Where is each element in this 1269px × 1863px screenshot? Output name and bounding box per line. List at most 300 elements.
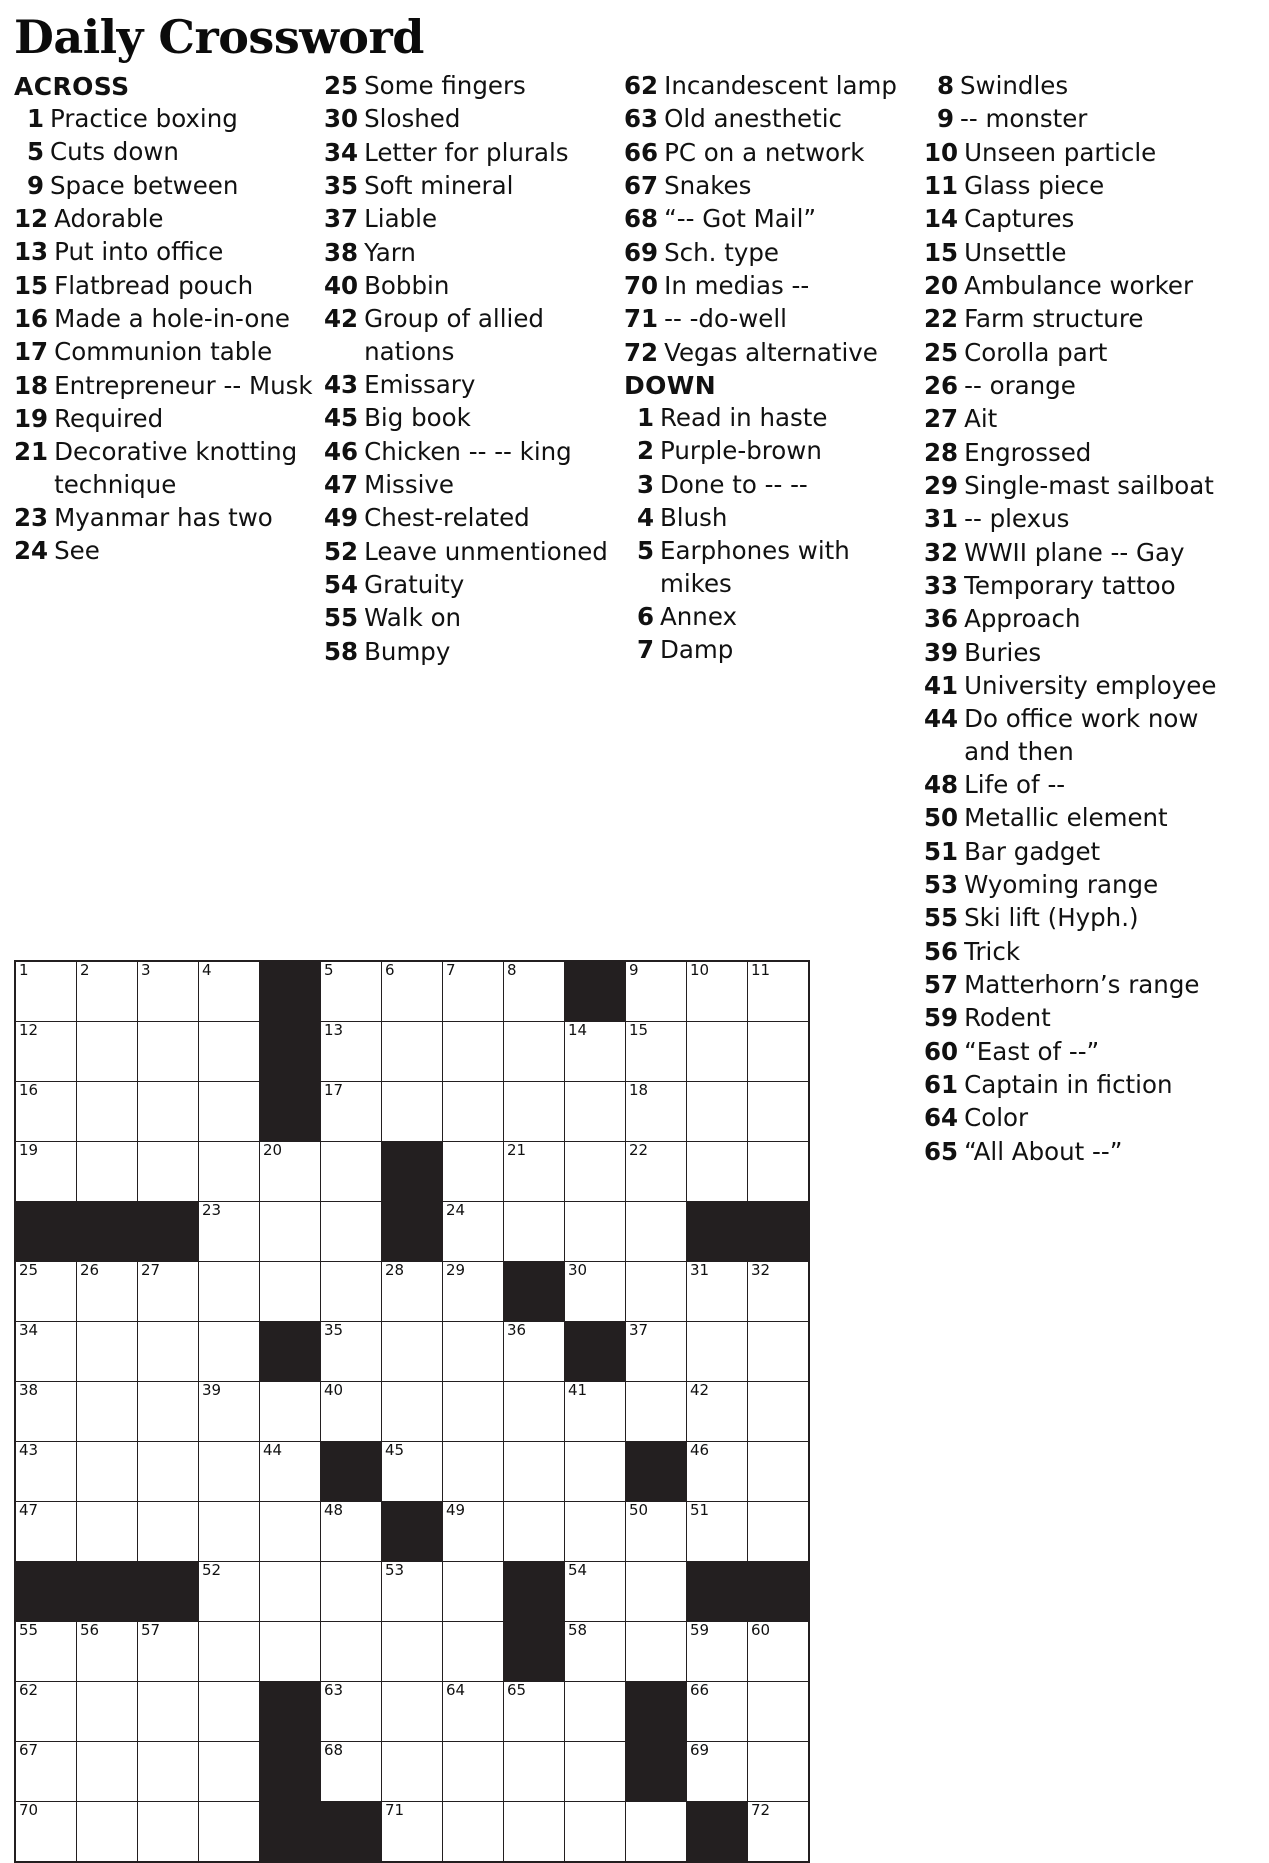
clue-item[interactable]: [924, 337, 1224, 369]
clue-item[interactable]: [14, 103, 314, 135]
grid-cell[interactable]: [15, 1322, 77, 1382]
grid-cell[interactable]: [443, 1382, 504, 1442]
grid-cell-number: 30: [568, 1261, 588, 1279]
grid-cell[interactable]: [321, 1022, 382, 1082]
grid-cell[interactable]: [382, 1082, 443, 1142]
grid-cell[interactable]: [138, 1022, 199, 1082]
grid-block: [382, 1142, 443, 1202]
grid-cell[interactable]: [77, 1742, 138, 1802]
clue-text: Earphones with mikes: [660, 536, 850, 598]
grid-cell[interactable]: [687, 1262, 748, 1322]
grid-cell[interactable]: [382, 1742, 443, 1802]
grid-cell[interactable]: [15, 1262, 77, 1322]
grid-cell[interactable]: [199, 1202, 260, 1262]
grid-cell[interactable]: [15, 1802, 77, 1863]
clue-item[interactable]: [324, 569, 614, 601]
grid-cell[interactable]: [565, 1742, 626, 1802]
grid-cell[interactable]: [504, 1802, 565, 1863]
grid-cell[interactable]: [199, 1562, 260, 1622]
clue-item[interactable]: [924, 170, 1224, 202]
grid-cell-number: 43: [19, 1441, 39, 1459]
clue-item[interactable]: [14, 203, 314, 235]
clue-item[interactable]: [14, 170, 314, 202]
clue-item[interactable]: [924, 936, 1224, 968]
grid-cell[interactable]: [199, 1682, 260, 1742]
grid-cell[interactable]: [748, 1322, 810, 1382]
clue-item[interactable]: [14, 403, 314, 435]
clue-item[interactable]: [14, 303, 314, 335]
clue-text: Swindles: [960, 71, 1069, 100]
grid-cell[interactable]: [565, 1022, 626, 1082]
clue-number: 1: [26, 104, 44, 133]
grid-cell[interactable]: [138, 1082, 199, 1142]
grid-cell[interactable]: [15, 1142, 77, 1202]
clue-item[interactable]: [924, 1002, 1224, 1034]
clue-item[interactable]: [324, 402, 614, 434]
grid-cell[interactable]: [626, 1322, 687, 1382]
grid-cell[interactable]: [626, 1502, 687, 1562]
grid-block: [748, 1202, 810, 1262]
clue-item[interactable]: [324, 103, 614, 135]
grid-cell[interactable]: [443, 1682, 504, 1742]
grid-cell[interactable]: [321, 1742, 382, 1802]
grid-cell[interactable]: [626, 1622, 687, 1682]
clue-number: 18: [14, 370, 49, 400]
grid-cell[interactable]: [687, 1322, 748, 1382]
clue-item[interactable]: [924, 902, 1224, 934]
clue-item[interactable]: [924, 70, 1224, 102]
grid-cell[interactable]: [321, 1082, 382, 1142]
grid-cell[interactable]: [138, 1322, 199, 1382]
grid-cell[interactable]: [626, 1382, 687, 1442]
grid-cell[interactable]: [77, 1442, 138, 1502]
grid-cell[interactable]: [77, 1142, 138, 1202]
clue-text: Ski lift (Hyph.): [964, 903, 1139, 933]
clue-item[interactable]: [624, 402, 914, 434]
grid-cell[interactable]: [504, 1442, 565, 1502]
grid-cell[interactable]: [77, 1262, 138, 1322]
clue-text: Gratuity: [364, 569, 465, 599]
clue-item[interactable]: [324, 203, 614, 235]
grid-cell[interactable]: [260, 1382, 321, 1442]
grid-cell-number: 34: [19, 1321, 39, 1339]
clue-item[interactable]: [624, 303, 914, 335]
clue-number: 39: [924, 637, 959, 667]
clue-item[interactable]: [624, 170, 914, 202]
clue-item[interactable]: [924, 1136, 1224, 1168]
grid-cell[interactable]: [565, 1382, 626, 1442]
grid-block: [260, 961, 321, 1022]
grid-cell[interactable]: [15, 1622, 77, 1682]
grid-cell[interactable]: [260, 1262, 321, 1322]
grid-cell[interactable]: [382, 1382, 443, 1442]
clue-item[interactable]: [624, 137, 914, 169]
grid-cell[interactable]: [77, 961, 138, 1022]
grid-cell[interactable]: [382, 961, 443, 1022]
grid-cell[interactable]: [382, 1442, 443, 1502]
clue-item[interactable]: [924, 637, 1224, 669]
grid-cell-number: 18: [629, 1081, 649, 1099]
grid-cell[interactable]: [138, 1442, 199, 1502]
clue-item[interactable]: [324, 636, 614, 668]
grid-cell[interactable]: [504, 1082, 565, 1142]
grid-cell[interactable]: [77, 1802, 138, 1863]
grid-cell[interactable]: [626, 1142, 687, 1202]
grid-cell-number: 29: [446, 1261, 466, 1279]
clue-item[interactable]: [324, 502, 614, 534]
clue-item[interactable]: [324, 270, 614, 302]
clue-number: 43: [324, 369, 359, 399]
clue-text: Farm structure: [964, 304, 1144, 334]
grid-cell[interactable]: [199, 1442, 260, 1502]
grid-block: [138, 1562, 199, 1622]
clue-text: Do office work now and then: [964, 704, 1199, 766]
clue-item[interactable]: [924, 403, 1224, 435]
grid-cell-number: 55: [19, 1621, 39, 1639]
grid-cell[interactable]: [77, 1682, 138, 1742]
grid-cell[interactable]: [504, 1022, 565, 1082]
clue-number: 53: [924, 869, 959, 899]
grid-cell[interactable]: [138, 1502, 199, 1562]
clue-item[interactable]: [924, 470, 1224, 502]
grid-cell[interactable]: [199, 1502, 260, 1562]
grid-cell[interactable]: [748, 1082, 810, 1142]
clue-item[interactable]: [324, 303, 614, 368]
clue-item[interactable]: [924, 1102, 1224, 1134]
grid-cell[interactable]: [687, 1682, 748, 1742]
clue-item[interactable]: [324, 369, 614, 401]
grid-cell[interactable]: [748, 1262, 810, 1322]
clue-item[interactable]: [624, 435, 914, 467]
grid-cell[interactable]: [748, 1142, 810, 1202]
grid-cell[interactable]: [443, 1262, 504, 1322]
clue-number: 6: [636, 601, 654, 631]
grid-cell[interactable]: [626, 1562, 687, 1622]
grid-cell[interactable]: [138, 1682, 199, 1742]
grid-cell[interactable]: [260, 1442, 321, 1502]
grid-cell[interactable]: [138, 1622, 199, 1682]
clue-item[interactable]: [924, 570, 1224, 602]
grid-cell[interactable]: [138, 1802, 199, 1863]
clue-number: 8: [936, 71, 954, 100]
grid-cell[interactable]: [15, 1442, 77, 1502]
grid-cell[interactable]: [15, 1382, 77, 1442]
grid-cell[interactable]: [382, 1562, 443, 1622]
grid-cell[interactable]: [382, 1022, 443, 1082]
grid-cell-number: 5: [324, 961, 334, 979]
grid-cell[interactable]: [504, 1502, 565, 1562]
grid-cell[interactable]: [565, 1682, 626, 1742]
grid-cell[interactable]: [687, 1742, 748, 1802]
grid-cell[interactable]: [260, 1202, 321, 1262]
clue-text: Communion table: [54, 337, 273, 367]
grid-cell[interactable]: [321, 1382, 382, 1442]
clue-text: Bar gadget: [964, 836, 1101, 866]
grid-cell[interactable]: [748, 961, 810, 1022]
grid-cell[interactable]: [443, 1622, 504, 1682]
clue-text: Emissary: [364, 369, 476, 399]
grid-cell[interactable]: [687, 1442, 748, 1502]
clue-item[interactable]: [624, 535, 914, 600]
grid-cell[interactable]: [626, 1802, 687, 1863]
clue-item[interactable]: [924, 969, 1224, 1001]
grid-cell[interactable]: [260, 1562, 321, 1622]
grid-cell[interactable]: [748, 1442, 810, 1502]
grid-cell[interactable]: [687, 1142, 748, 1202]
clue-item[interactable]: [924, 1069, 1224, 1101]
grid-cell[interactable]: [565, 1202, 626, 1262]
clue-item[interactable]: [14, 336, 314, 368]
grid-cell[interactable]: [321, 1262, 382, 1322]
grid-cell[interactable]: [443, 1142, 504, 1202]
grid-cell[interactable]: [504, 1202, 565, 1262]
clue-text: Vegas alternative: [664, 337, 878, 367]
clue-item[interactable]: [624, 601, 914, 633]
grid-cell[interactable]: [748, 1502, 810, 1562]
clue-item[interactable]: [14, 436, 314, 501]
grid-cell[interactable]: [138, 1382, 199, 1442]
grid-cell[interactable]: [443, 1562, 504, 1622]
clue-item[interactable]: [14, 236, 314, 268]
grid-cell[interactable]: [321, 1682, 382, 1742]
grid-cell[interactable]: [443, 1742, 504, 1802]
grid-cell[interactable]: [687, 961, 748, 1022]
grid-block: [687, 1802, 748, 1863]
clue-text: Space between: [50, 170, 239, 200]
clue-item[interactable]: [14, 370, 314, 402]
grid-cell[interactable]: [199, 961, 260, 1022]
clue-item[interactable]: [924, 603, 1224, 635]
clue-text: Color: [964, 1103, 1029, 1133]
clue-item[interactable]: [624, 203, 914, 235]
grid-cell[interactable]: [321, 1562, 382, 1622]
grid-cell[interactable]: [626, 1202, 687, 1262]
grid-cell[interactable]: [626, 1022, 687, 1082]
clue-text: Group of allied nations: [364, 304, 544, 366]
clue-number: 38: [324, 237, 359, 267]
grid-cell[interactable]: [382, 1682, 443, 1742]
grid-cell[interactable]: [565, 1142, 626, 1202]
grid-cell[interactable]: [687, 1502, 748, 1562]
grid-cell[interactable]: [138, 1142, 199, 1202]
grid-cell[interactable]: [321, 961, 382, 1022]
crossword-grid[interactable]: [14, 960, 810, 1863]
clue-item[interactable]: [924, 1036, 1224, 1068]
clue-item[interactable]: [924, 670, 1224, 702]
clue-item[interactable]: [924, 203, 1224, 235]
grid-cell[interactable]: [321, 1202, 382, 1262]
grid-cell-number: 39: [202, 1381, 222, 1399]
grid-cell[interactable]: [321, 1502, 382, 1562]
grid-cell[interactable]: [504, 1382, 565, 1442]
grid-cell[interactable]: [15, 1082, 77, 1142]
grid-cell[interactable]: [626, 1082, 687, 1142]
clue-column-1: [14, 70, 324, 569]
clue-item[interactable]: [924, 137, 1224, 169]
grid-cell[interactable]: [443, 1022, 504, 1082]
grid-cell-number: 10: [690, 961, 710, 979]
grid-cell[interactable]: [260, 1622, 321, 1682]
clue-item[interactable]: [924, 703, 1224, 768]
clue-item[interactable]: [14, 502, 314, 534]
grid-cell[interactable]: [199, 1082, 260, 1142]
clue-item[interactable]: [924, 270, 1224, 302]
grid-cell[interactable]: [199, 1622, 260, 1682]
clue-text: Walk on: [364, 603, 462, 633]
grid-cell[interactable]: [443, 1322, 504, 1382]
clue-item[interactable]: [624, 70, 914, 102]
clue-text: WWII plane -- Gay: [964, 537, 1185, 567]
grid-cell[interactable]: [199, 1022, 260, 1082]
clue-item[interactable]: [624, 469, 914, 501]
clue-item[interactable]: [924, 303, 1224, 335]
grid-cell-number: 7: [446, 961, 456, 979]
grid-cell[interactable]: [199, 1322, 260, 1382]
clue-item[interactable]: [324, 137, 614, 169]
grid-cell[interactable]: [443, 1082, 504, 1142]
grid-cell[interactable]: [77, 1022, 138, 1082]
grid-cell[interactable]: [77, 1082, 138, 1142]
grid-cell[interactable]: [77, 1622, 138, 1682]
clue-item[interactable]: [324, 170, 614, 202]
clue-item[interactable]: [624, 337, 914, 369]
grid-row: [15, 1022, 809, 1082]
clue-item[interactable]: [324, 70, 614, 102]
grid-cell[interactable]: [382, 1802, 443, 1863]
grid-cell[interactable]: [504, 1322, 565, 1382]
clue-item[interactable]: [624, 103, 914, 135]
clue-item[interactable]: [14, 535, 314, 567]
grid-cell[interactable]: [565, 1622, 626, 1682]
grid-cell-number: 53: [385, 1561, 405, 1579]
clue-item[interactable]: [924, 103, 1224, 135]
grid-cell[interactable]: [687, 1382, 748, 1442]
clue-item[interactable]: [14, 270, 314, 302]
grid-cell[interactable]: [382, 1622, 443, 1682]
grid-cell[interactable]: [321, 1322, 382, 1382]
grid-cell[interactable]: [443, 1202, 504, 1262]
clue-number: 14: [924, 204, 959, 234]
clue-item[interactable]: [14, 136, 314, 168]
grid-cell[interactable]: [321, 1622, 382, 1682]
grid-cell[interactable]: [443, 1802, 504, 1863]
clue-item[interactable]: [624, 270, 914, 302]
grid-cell[interactable]: [15, 1682, 77, 1742]
grid-cell[interactable]: [199, 1142, 260, 1202]
clue-number: 20: [924, 270, 959, 300]
grid-cell[interactable]: [443, 961, 504, 1022]
grid-cell[interactable]: [504, 961, 565, 1022]
grid-block: [77, 1202, 138, 1262]
grid-cell[interactable]: [77, 1382, 138, 1442]
grid-cell[interactable]: [748, 1682, 810, 1742]
clue-item[interactable]: [924, 503, 1224, 535]
clue-text: Ambulance worker: [964, 270, 1194, 300]
clue-item[interactable]: [624, 237, 914, 269]
grid-cell[interactable]: [748, 1802, 810, 1863]
clue-item[interactable]: [324, 436, 614, 468]
grid-cell[interactable]: [260, 1502, 321, 1562]
clue-item[interactable]: [924, 437, 1224, 469]
crossword-page: [0, 10, 1269, 1862]
grid-cell[interactable]: [138, 1262, 199, 1322]
clue-text: Unseen particle: [964, 137, 1157, 167]
clue-text: Read in haste: [660, 402, 828, 432]
clue-item[interactable]: [924, 769, 1224, 801]
grid-cell[interactable]: [15, 1022, 77, 1082]
grid-row: [15, 961, 809, 1022]
grid-cell[interactable]: [504, 1142, 565, 1202]
grid-cell[interactable]: [748, 1382, 810, 1442]
grid-cell[interactable]: [138, 1742, 199, 1802]
grid-cell[interactable]: [443, 1442, 504, 1502]
clue-number: 25: [324, 71, 359, 100]
grid-cell[interactable]: [199, 1262, 260, 1322]
grid-cell[interactable]: [199, 1382, 260, 1442]
grid-cell[interactable]: [504, 1682, 565, 1742]
grid-cell[interactable]: [77, 1502, 138, 1562]
grid-cell[interactable]: [77, 1322, 138, 1382]
grid-cell[interactable]: [626, 1262, 687, 1322]
clue-item[interactable]: [324, 237, 614, 269]
clue-item[interactable]: [924, 836, 1224, 868]
clue-item[interactable]: [924, 537, 1224, 569]
clue-item[interactable]: [624, 634, 914, 666]
clue-item[interactable]: [324, 469, 614, 501]
grid-cell[interactable]: [504, 1742, 565, 1802]
grid-block: [260, 1802, 321, 1863]
grid-cell[interactable]: [565, 1442, 626, 1502]
grid-cell[interactable]: [748, 1742, 810, 1802]
grid-cell[interactable]: [748, 1622, 810, 1682]
grid-cell[interactable]: [565, 1502, 626, 1562]
clue-item[interactable]: [324, 536, 614, 568]
grid-cell[interactable]: [382, 1322, 443, 1382]
grid-cell[interactable]: [748, 1022, 810, 1082]
grid-block: [15, 1202, 77, 1262]
grid-cell[interactable]: [382, 1262, 443, 1322]
clue-item[interactable]: [924, 869, 1224, 901]
grid-cell[interactable]: [565, 1562, 626, 1622]
grid-cell[interactable]: [687, 1082, 748, 1142]
grid-cell[interactable]: [443, 1502, 504, 1562]
grid-cell-number: 12: [19, 1021, 39, 1039]
grid-cell[interactable]: [15, 961, 77, 1022]
clue-text: Chest-related: [364, 503, 530, 533]
clue-item[interactable]: [924, 802, 1224, 834]
grid-cell[interactable]: [687, 1622, 748, 1682]
grid-cell[interactable]: [565, 1262, 626, 1322]
clue-item[interactable]: [924, 237, 1224, 269]
grid-cell[interactable]: [565, 1082, 626, 1142]
grid-cell[interactable]: [199, 1742, 260, 1802]
clue-text: Entrepreneur -- Musk: [54, 370, 313, 400]
grid-cell[interactable]: [260, 1142, 321, 1202]
clue-text: See: [54, 536, 100, 566]
grid-cell-number: 50: [629, 1501, 649, 1519]
grid-cell[interactable]: [138, 961, 199, 1022]
grid-cell[interactable]: [199, 1802, 260, 1863]
grid-cell[interactable]: [626, 961, 687, 1022]
grid-cell[interactable]: [321, 1142, 382, 1202]
clue-item[interactable]: [924, 370, 1224, 402]
grid-cell[interactable]: [15, 1502, 77, 1562]
grid-cell[interactable]: [15, 1742, 77, 1802]
clue-item[interactable]: [624, 502, 914, 534]
grid-cell[interactable]: [687, 1022, 748, 1082]
clue-item[interactable]: [324, 602, 614, 634]
grid-cell[interactable]: [565, 1802, 626, 1863]
